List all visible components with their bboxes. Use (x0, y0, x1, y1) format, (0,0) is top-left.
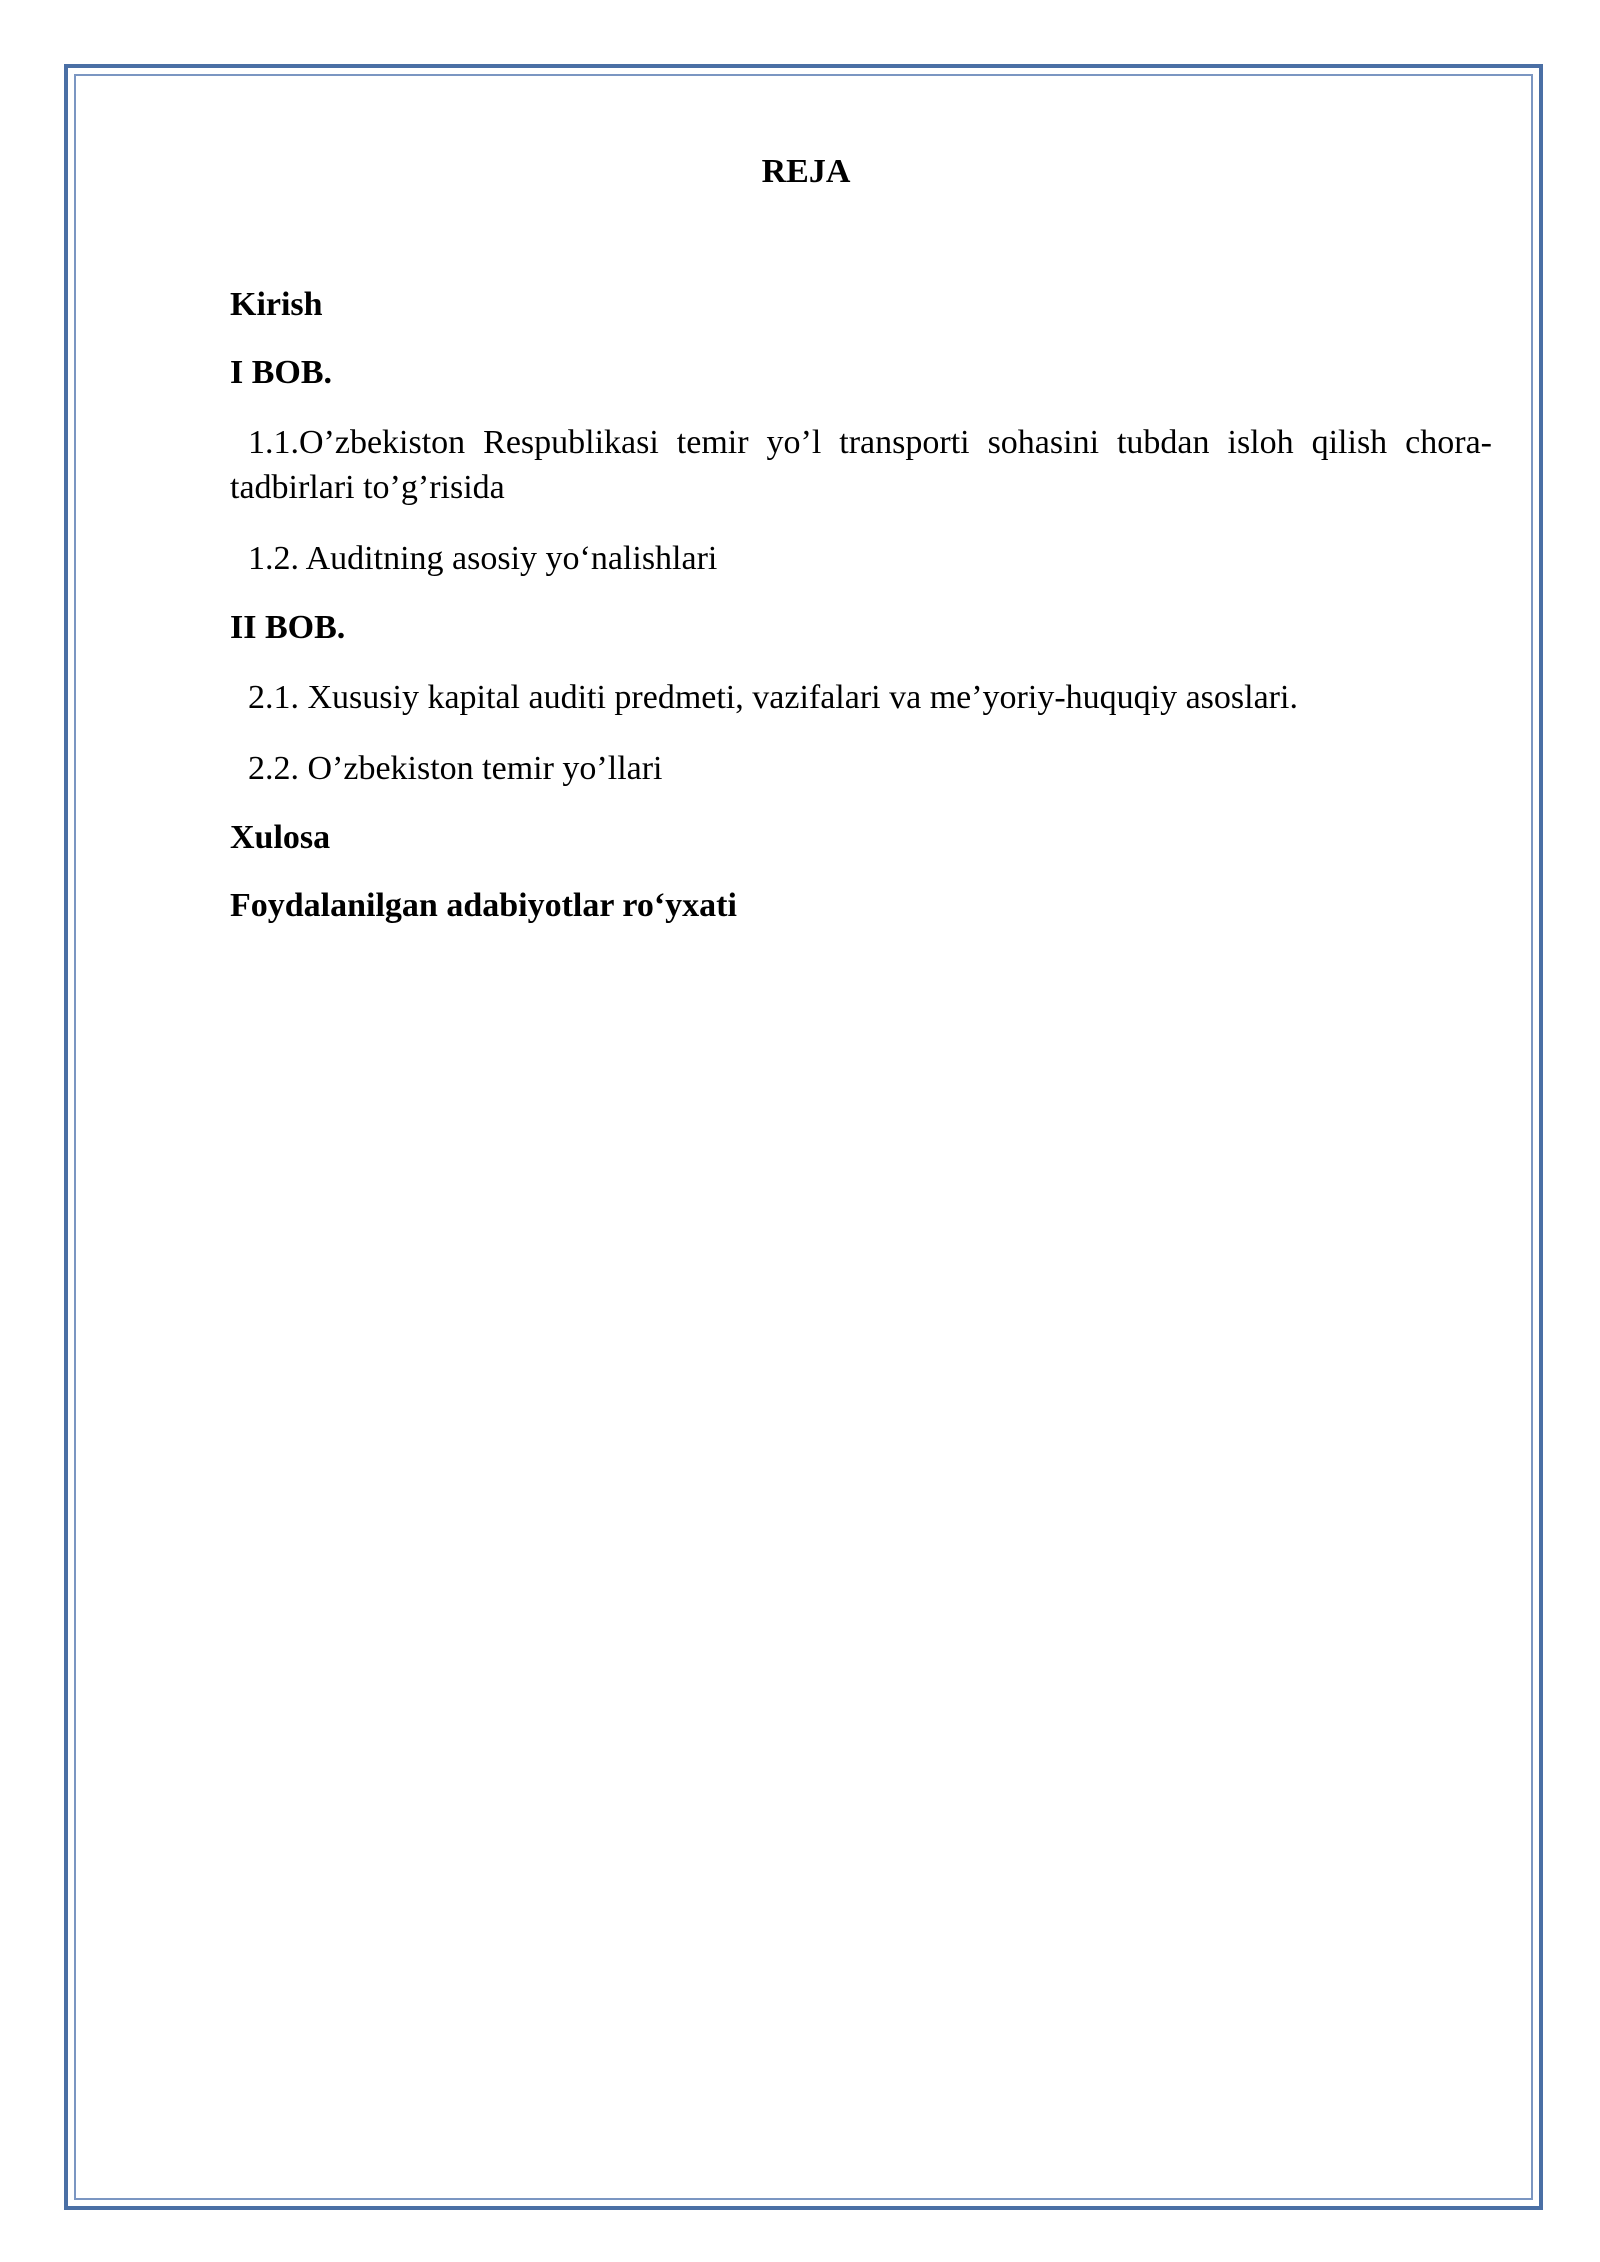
table-of-contents (230, 284, 1492, 953)
toc-chapter-2-heading: II BOB. (230, 609, 346, 646)
toc-section-1-1: 1.1.O’zbekiston Respublikasi temir yo’l transporti sohasini tubdan isloh qilish chora-tadbirlari to’g’risida (230, 424, 1492, 506)
page-title: REJA (761, 153, 851, 190)
toc-section-1-2: 1.2. Auditning asosiy yo‘nalishlari (248, 540, 718, 577)
toc-intro: Kirish (230, 286, 323, 323)
toc-references: Foydalanilgan adabiyotlar ro‘yxati (230, 887, 737, 924)
toc-chapter-1-heading: I BOB. (230, 354, 333, 391)
toc-section-2-2: 2.2. O’zbekiston temir yo’llari (248, 750, 663, 787)
toc-conclusion: Xulosa (230, 819, 331, 856)
toc-section-2-1: 2.1. Xususiy kapital auditi predmeti, vazifalari va me’yoriy-huquqiy asoslari. (248, 679, 1298, 716)
